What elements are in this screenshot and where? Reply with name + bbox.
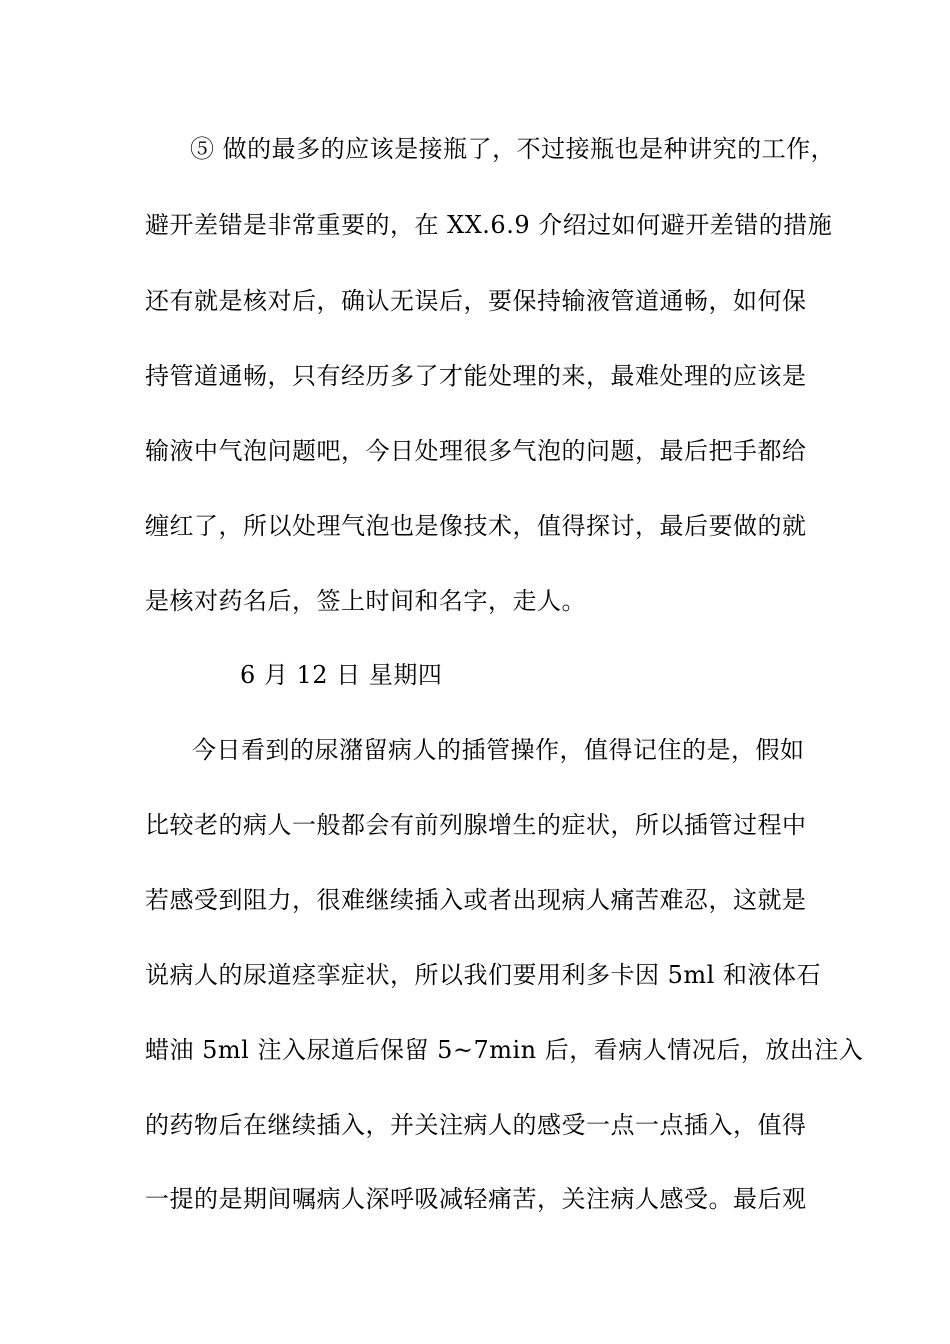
paragraph-line-7: 是核对药名后，签上时间和名字，走人。 <box>145 587 586 615</box>
paragraph-line-8: 今日看到的尿潴留病人的插管操作，值得记住的是，假如 <box>192 736 805 764</box>
paragraph-line-5: 输液中气泡问题吧，今日处理很多气泡的问题，最后把手都给 <box>145 437 807 465</box>
paragraph-line-14: 一提的是期间嘱病人深呼吸减轻痛苦，关注病人感受。最后观 <box>145 1185 807 1213</box>
paragraph-line-10: 若感受到阻力，很难继续插入或者出现病人痛苦难忍，这就是 <box>145 886 807 914</box>
date-heading: 6 月 12 日 星期四 <box>240 661 443 689</box>
paragraph-line-11: 说病人的尿道痉挛症状，所以我们要用利多卡因 5ml 和液体石 <box>145 961 821 989</box>
paragraph-line-4: 持管道通畅，只有经历多了才能处理的来，最难处理的应该是 <box>145 362 807 390</box>
paragraph-line-3: 还有就是核对后，确认无误后，要保持输液管道通畅，如何保 <box>145 287 807 315</box>
paragraph-line-9: 比较老的病人一般都会有前列腺增生的症状，所以插管过程中 <box>145 811 807 839</box>
paragraph-line-13: 的药物后在继续插入，并关注病人的感受一点一点插入，值得 <box>145 1111 807 1139</box>
paragraph-line-2: 避开差错是非常重要的，在 XX.6.9 介绍过如何避开差错的措施 <box>145 211 833 239</box>
paragraph-line-6: 缠红了，所以处理气泡也是像技术，值得探讨，最后要做的就 <box>145 512 807 540</box>
paragraph-line-1: ⑤ 做的最多的应该是接瓶了，不过接瓶也是种讲究的工作， <box>190 135 836 163</box>
paragraph-line-12: 蜡油 5ml 注入尿道后保留 5~7min 后，看病人情况后，放出注入 <box>145 1036 864 1064</box>
